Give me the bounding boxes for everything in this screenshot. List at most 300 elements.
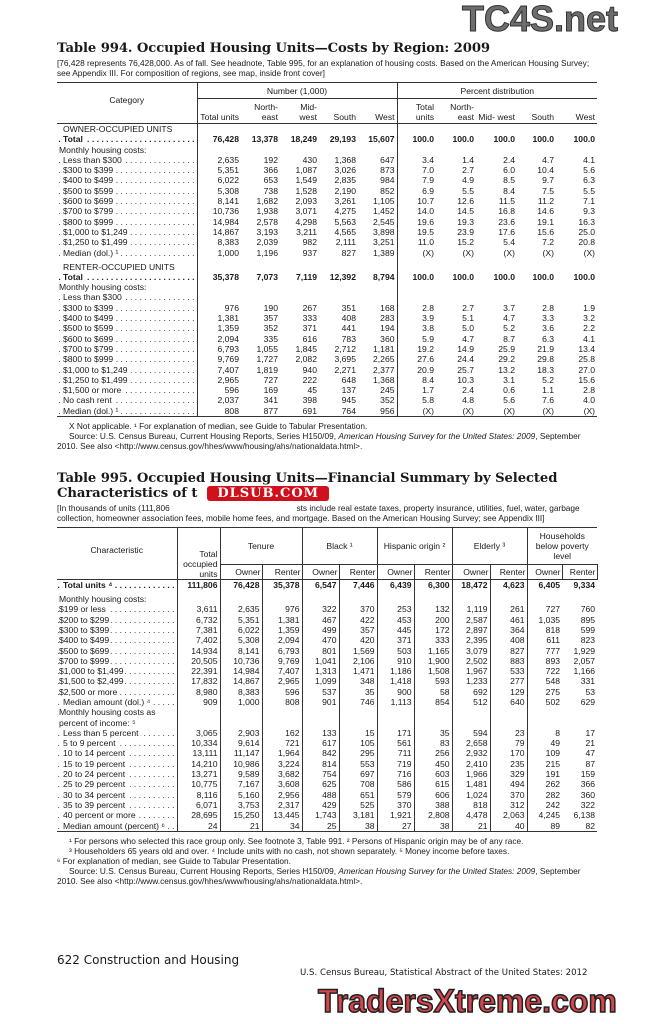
table-cell: 6.3 (583, 175, 596, 186)
table-cell: 21 (452, 821, 490, 832)
table-cell: 3,211 (296, 226, 317, 237)
table-cell: 14.5 (457, 206, 475, 217)
table-cell: 1,000 (217, 247, 239, 258)
row-label (57, 769, 177, 779)
table-cell: 4,478 (452, 810, 490, 820)
row-label (57, 134, 197, 144)
table-cell: 13,378 (251, 134, 278, 145)
table-cell: 7.2 (542, 237, 555, 248)
table-cell: 3.9 (422, 313, 435, 324)
row-label-text: $500 to $599 (63, 323, 114, 334)
table-cell: 11.5 (498, 196, 516, 207)
subcolumn-header: Renter (262, 565, 302, 580)
table-cell: 8,794 (358, 272, 397, 282)
table-cell: 100.0 (532, 134, 555, 145)
table-cell: 3.2 (583, 313, 596, 324)
row-label (57, 248, 197, 258)
table-cell: 15 (339, 728, 377, 738)
row-label (57, 697, 177, 707)
table-cell: 10,986 (220, 759, 262, 769)
table-cell: 172 (414, 625, 452, 635)
table-cell: 1,099 (302, 676, 339, 686)
table-cell (197, 124, 241, 135)
row-label-text: $400 to $499 (63, 175, 114, 186)
row-label (57, 344, 197, 354)
table-cell: 21.9 (537, 343, 555, 354)
table-cell: 333 (302, 313, 317, 324)
column-header: South (531, 112, 555, 122)
table-row (57, 206, 597, 216)
table-row (57, 272, 597, 282)
table-cell: 2,057 (573, 655, 596, 666)
table-row (57, 217, 597, 227)
row-label (57, 303, 197, 313)
table-cell: 370 (490, 790, 527, 800)
table-cell: 3,224 (262, 759, 302, 769)
row-label-text: $500 to $699 (59, 645, 110, 656)
table-cell: 329 (490, 769, 527, 779)
table-cell (377, 718, 414, 728)
table-row (57, 375, 597, 385)
table-row (57, 385, 597, 395)
table-cell: 8,141 (220, 646, 262, 656)
table-cell: 360 (358, 334, 397, 344)
table-cell: 14,934 (177, 646, 220, 656)
table-cell (452, 707, 490, 717)
table-cell: 2.2 (583, 323, 596, 334)
table-cell: 764 (341, 405, 356, 416)
table-cell: 596 (224, 385, 239, 396)
table-cell (397, 292, 436, 302)
table-row (57, 728, 597, 738)
row-label-text: $1,250 to $1,499 (63, 237, 128, 248)
table-cell: 461 (490, 615, 527, 625)
table-cell: 8,116 (177, 790, 220, 800)
table-cell: 441 (341, 323, 356, 334)
table-cell: 561 (377, 738, 414, 748)
table-cell: 4.7 (503, 313, 516, 324)
row-label-text: $200 to $299 (59, 614, 110, 625)
table-cell: 111,806 (177, 580, 220, 591)
row-label (57, 635, 177, 645)
row-label-text: 15 to 19 percent (63, 758, 126, 769)
table-cell: 29.8 (537, 354, 555, 365)
table-cell: 357 (339, 625, 377, 635)
table-cell: 488 (302, 790, 339, 800)
table-cell (556, 292, 597, 302)
table-cell: 525 (339, 800, 377, 810)
table-cell: 38 (339, 821, 377, 832)
row-label-text: $500 to $599 (63, 185, 114, 196)
table-cell: 722 (545, 666, 561, 677)
table-cell: 162 (262, 728, 302, 738)
row-label (57, 738, 177, 748)
table-cell (280, 258, 319, 272)
table-cell (358, 145, 397, 155)
table-cell: 579 (377, 790, 414, 800)
table-cell: 5.5 (462, 185, 475, 196)
row-label (57, 165, 197, 175)
table-cell (358, 258, 397, 272)
table-cell: 3,695 (334, 354, 356, 365)
table-cell (262, 590, 302, 604)
table-cell: 1,743 (302, 810, 339, 820)
table-cell: 1,000 (220, 697, 262, 707)
table-cell: 648 (341, 374, 356, 385)
table-cell (197, 292, 241, 302)
table-cell: 1,471 (339, 666, 377, 676)
table-cell: 537 (302, 687, 339, 697)
table-cell: 651 (339, 790, 377, 800)
table-cell: 5.2 (542, 374, 555, 385)
table-cell: 40 (490, 821, 527, 832)
table-cell: 10.4 (537, 165, 555, 176)
row-label (57, 779, 177, 789)
table-cell: 2,317 (262, 800, 302, 810)
table-cell: 823 (580, 635, 596, 646)
table-cell: 7,407 (217, 364, 239, 375)
table-cell: 909 (177, 697, 220, 707)
table-cell (436, 292, 476, 302)
footnote: ⁶ For explanation of median, see Guide to Tabular Presentation. (57, 855, 291, 866)
table-cell: 467 (302, 615, 339, 625)
table-cell (262, 707, 302, 717)
table-cell: 5,308 (217, 185, 239, 196)
table-994 (57, 82, 597, 417)
row-label (57, 656, 177, 666)
table-cell: 818 (452, 800, 490, 810)
table-cell: 719 (377, 759, 414, 769)
table-cell (302, 590, 339, 604)
table-cell (339, 707, 377, 717)
table-cell: 1,035 (538, 614, 561, 625)
table-cell: 19.2 (417, 343, 435, 354)
table-cell (339, 718, 377, 728)
table-cell: 261 (490, 604, 527, 614)
table-cell (302, 707, 339, 717)
table-cell: 727 (263, 374, 278, 385)
table-cell: 100.0 (493, 134, 516, 145)
table-cell: 53 (585, 686, 596, 697)
table-cell: (X) (462, 405, 475, 416)
table-cell: 553 (339, 759, 377, 769)
row-label (57, 145, 197, 155)
table-row (57, 165, 597, 175)
column-header: West (575, 112, 596, 122)
table-row (57, 646, 597, 656)
table-cell: 3,026 (334, 165, 356, 176)
table-cell (490, 590, 527, 604)
table-cell: 79 (490, 738, 527, 748)
table-cell (262, 718, 302, 728)
table-cell: 2,410 (452, 759, 490, 769)
table-cell: 1.7 (422, 385, 435, 396)
table-cell: 1,381 (262, 615, 302, 625)
table-cell: 940 (302, 364, 317, 375)
table-cell: 6.9 (422, 185, 435, 196)
row-label (57, 186, 197, 196)
row-label (57, 334, 197, 344)
table-row (57, 334, 597, 344)
table-cell: 45 (307, 385, 317, 396)
table-cell (517, 282, 556, 292)
table-cell: 883 (490, 656, 527, 666)
table-cell: 1,508 (414, 666, 452, 676)
table-row (57, 175, 597, 185)
table-cell: 12.6 (457, 196, 475, 207)
table-cell: 364 (490, 625, 527, 635)
table-cell: 616 (302, 333, 317, 344)
table-row (57, 155, 597, 165)
table-cell: 453 (377, 615, 414, 625)
table-cell: 76,428 (212, 134, 239, 145)
column-header: North- east (450, 102, 475, 122)
table-cell: 1.9 (583, 302, 596, 313)
table-cell: 23.9 (457, 226, 475, 237)
table-cell: 852 (358, 186, 397, 196)
table-cell: 1,087 (295, 165, 317, 176)
row-label-text: OWNER-OCCUPIED UNITS (63, 124, 173, 134)
source-note (57, 866, 597, 886)
table-cell: 35,378 (212, 271, 239, 282)
subcolumn-header: Owner (452, 565, 490, 580)
table-cell (517, 258, 556, 272)
table-cell: 256 (414, 748, 452, 758)
table-row (57, 769, 597, 779)
characteristic-header: Characteristic (57, 528, 177, 580)
table-cell: 3.7 (503, 302, 516, 313)
table-cell: 38 (414, 821, 452, 832)
table-cell: 20.9 (417, 364, 435, 375)
table-cell: 27.6 (417, 354, 435, 365)
table-cell (319, 258, 358, 272)
table-cell: 8,980 (177, 687, 220, 697)
column-header: Total units (200, 112, 239, 122)
table-cell (241, 292, 280, 302)
table-cell: 2,712 (334, 343, 356, 354)
table-cell: 548 (545, 676, 561, 687)
row-label (57, 365, 197, 375)
table-cell: 721 (262, 738, 302, 748)
table-cell: 7,073 (256, 271, 278, 282)
table-cell: 1,845 (295, 343, 317, 354)
table-cell: 25.8 (578, 354, 596, 365)
table-cell: 697 (339, 769, 377, 779)
table-cell: 2.7 (462, 165, 475, 176)
table-cell: 2,635 (217, 154, 239, 165)
table-cell: 322 (580, 799, 596, 810)
table-cell: 6,022 (217, 175, 239, 186)
table-row (57, 738, 597, 748)
table-cell: 9.7 (542, 175, 555, 186)
row-label-text: 30 to 34 percent (63, 789, 126, 800)
table-cell: 2,271 (334, 364, 356, 375)
table-cell (177, 707, 220, 717)
table-cell: 6,732 (177, 615, 220, 625)
row-label-text: $800 to $999 (63, 354, 114, 365)
table-cell: 19.1 (537, 216, 555, 227)
table-cell: 2,897 (452, 625, 490, 635)
table-cell: 760 (580, 604, 596, 615)
table-cell: 388 (414, 800, 452, 810)
table-cell: 8.4 (422, 374, 435, 385)
table-cell: 18,472 (452, 580, 490, 591)
row-label-text: $1,500 or more (63, 385, 122, 396)
table-row (57, 707, 597, 717)
table-cell: 10,334 (177, 738, 220, 748)
table-cell (517, 145, 556, 155)
table-cell: 937 (302, 247, 317, 258)
table-cell: 1,313 (302, 666, 339, 676)
table-cell: 2,094 (217, 333, 239, 344)
table-cell: 3,193 (256, 226, 278, 237)
tradersxtreme-watermark: TradersXtreme.com (318, 983, 617, 1019)
table-cell: 6,022 (220, 625, 262, 635)
table-cell: 4,623 (490, 580, 527, 591)
table-cell (476, 145, 517, 155)
table-cell: 1,166 (573, 666, 596, 677)
row-label-text: 20 to 24 percent (63, 769, 126, 780)
table-cell: 8.4 (503, 185, 516, 196)
row-label-text: $400 to $499 (63, 313, 114, 324)
table-cell: 408 (341, 313, 356, 324)
table-cell: 333 (414, 635, 452, 645)
source-title: American Housing Survey for the United States: 2009 (338, 431, 536, 442)
table-cell: 895 (580, 614, 596, 625)
table-cell: 2,395 (452, 635, 490, 645)
row-label-text: No cash rent (63, 395, 112, 406)
table-cell: 18,249 (290, 134, 317, 145)
table-row (57, 676, 597, 686)
table-cell (220, 707, 262, 717)
table-row (57, 303, 597, 313)
row-label-text: Less than $300 (63, 154, 122, 165)
column-header: Mid- west (478, 112, 516, 122)
table-cell: 76,428 (220, 580, 262, 591)
table-cell: 19.3 (457, 216, 475, 227)
row-label-text: Median amount (percent) ⁶ (63, 820, 165, 831)
table-cell: 1,119 (452, 604, 490, 614)
table-cell (452, 590, 490, 604)
table-row (57, 748, 597, 758)
table-cell: 0.6 (503, 385, 516, 396)
row-label (57, 354, 197, 364)
table-cell: 13.2 (498, 364, 516, 375)
table-cell: 594 (452, 728, 490, 738)
table-cell: 2,965 (262, 676, 302, 686)
table-cell: 295 (339, 748, 377, 758)
row-label (57, 790, 177, 800)
table-cell: 429 (302, 800, 339, 810)
table-cell: 1,381 (217, 313, 239, 324)
table-cell (562, 718, 597, 728)
table-cell: 35,378 (262, 580, 302, 591)
table-cell: 267 (302, 302, 317, 313)
table-cell (490, 718, 527, 728)
table-cell: 3,079 (452, 646, 490, 656)
table-cell: 15.6 (578, 374, 596, 385)
table-cell: 4.9 (462, 175, 475, 186)
table-cell: 1,233 (452, 676, 490, 686)
table-cell: 87 (585, 758, 596, 769)
table-row (57, 124, 597, 135)
row-label (57, 272, 197, 282)
table-cell: 29,193 (329, 134, 356, 145)
page-number-section: 622 Construction and Housing (57, 953, 240, 967)
table-cell (490, 707, 527, 717)
table-cell: 27.0 (578, 364, 596, 375)
table-row (57, 800, 597, 810)
table-cell: 976 (262, 604, 302, 614)
table-cell: 9,334 (573, 580, 596, 591)
table-cell: 1,359 (217, 323, 239, 334)
table-cell: 6,793 (262, 646, 302, 656)
table-cell: (X) (503, 247, 516, 258)
table-cell (476, 258, 517, 272)
table-cell: 1,186 (377, 666, 414, 676)
table-cell (397, 145, 436, 155)
row-label (57, 821, 177, 832)
table-cell: 3.6 (542, 323, 555, 334)
row-label (57, 590, 177, 604)
table-cell: 1,181 (358, 344, 397, 354)
table-cell: 1,938 (256, 206, 278, 217)
table-cell: 4.1 (583, 154, 596, 165)
table-row (57, 292, 597, 302)
table-cell: 1,418 (377, 676, 414, 686)
table-cell: 2,808 (414, 810, 452, 820)
category-header: Category (57, 83, 197, 124)
table-cell: 13,445 (262, 810, 302, 820)
source-text: Source: U.S. Census Bureau, Current Housing Reports, Series H150/09, (69, 865, 339, 876)
table-cell: 21 (220, 821, 262, 832)
table-row (57, 656, 597, 666)
table-row (57, 625, 597, 635)
row-label (57, 707, 177, 717)
table-row (57, 821, 597, 832)
table-cell: 7.9 (422, 175, 435, 186)
subcolumn-header: Owner (220, 565, 262, 580)
table-cell: 470 (302, 635, 339, 645)
table-row (57, 604, 597, 614)
table-row (57, 635, 597, 645)
table-cell: 5.2 (503, 323, 516, 334)
table-cell: 366 (263, 165, 278, 176)
table-cell (397, 258, 436, 272)
table-cell: 653 (263, 175, 278, 186)
table-cell: 4.8 (462, 395, 475, 406)
table-cell: 82 (585, 820, 596, 831)
table-cell: 357 (263, 313, 278, 324)
row-label (57, 323, 197, 333)
table-cell: 1,819 (256, 364, 278, 375)
table-cell: 109 (545, 748, 561, 759)
table-995-title (57, 471, 597, 501)
group-header: Black ¹ (302, 528, 377, 565)
table-cell: 430 (302, 154, 317, 165)
table-cell: 1,900 (414, 656, 452, 666)
table-cell: 169 (263, 385, 278, 396)
table-row (57, 282, 597, 292)
row-label (57, 395, 197, 405)
footnote: ¹ For persons who selected this race group only. See footnote 3, Table 991. ² Persons of Hispanic origin may be of any race. (69, 835, 524, 846)
table-cell (476, 282, 517, 292)
footnote: X Not applicable. ¹ For explanation of median, see Guide to Tabular Presentation. (69, 421, 368, 432)
row-label (57, 227, 197, 237)
table-cell: 801 (302, 646, 339, 656)
table-cell: 10,775 (177, 779, 220, 789)
table-994-footnotes (57, 421, 597, 451)
